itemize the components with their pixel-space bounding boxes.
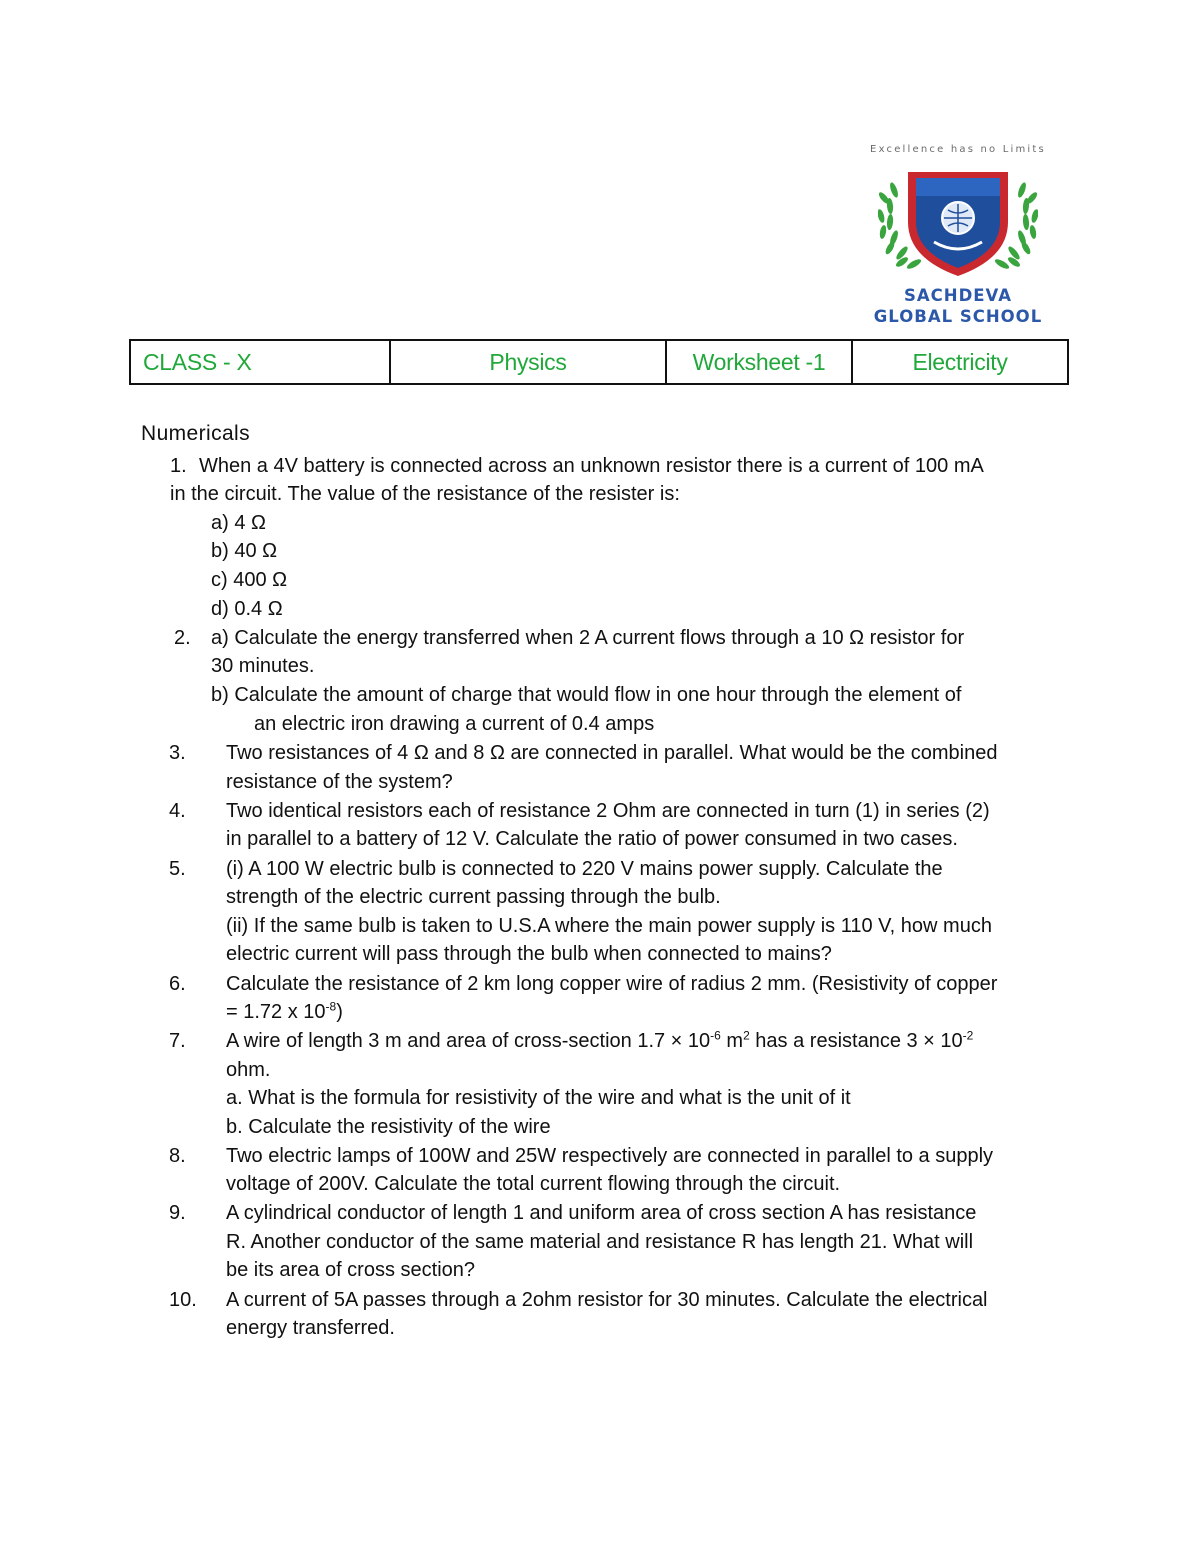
option-b: b) 40 Ω <box>211 540 278 562</box>
worksheet-header-table <box>129 339 1069 385</box>
question-number: 10. <box>169 1289 197 1311</box>
question-text: energy transferred. <box>226 1317 395 1339</box>
option-a: a) 4 Ω <box>211 512 266 534</box>
question-text: A current of 5A passes through a 2ohm resistor for 30 minutes. Calculate the electrical <box>226 1289 988 1311</box>
question-text: A cylindrical conductor of length 1 and uniform area of cross section A has resistance <box>226 1202 977 1224</box>
question-text: a) Calculate the energy transferred when 2 A current flows through a 10 Ω resistor for <box>211 627 965 649</box>
question-text: Calculate the resistance of 2 km long copper wire of radius 2 mm. (Resistivity of copper <box>226 973 998 995</box>
question-text: When a 4V battery is connected across an unknown resistor there is a current of 100 mA <box>199 455 984 477</box>
question-text: = 1.72 x $10^{-8}$) <box>226 999 343 1023</box>
question-text: A wire of length 3 m and area of cross-section $1.7 \times 10^{-6}$ $m^2$ has a resistance $3 \times 10^{-2}$ <box>226 1028 974 1052</box>
question-text: in parallel to a battery of 12 V. Calculate the ratio of power consumed in two cases. <box>226 828 958 850</box>
question-text: in the circuit. The value of the resistance of the resister is: <box>170 483 680 505</box>
question-text: resistance of the system? <box>226 771 453 793</box>
question-text: 30 minutes. <box>211 655 315 677</box>
header-row <box>130 340 1068 384</box>
school-crest-icon <box>878 160 1038 284</box>
question-text: voltage of 200V. Calculate the total current flowing through the circuit. <box>226 1173 841 1195</box>
question-text: strength of the electric current passing through the bulb. <box>226 886 721 908</box>
question-number: 7. <box>169 1030 186 1052</box>
subject-cell: Physics <box>390 340 666 384</box>
question-text: Two resistances of 4 Ω and 8 Ω are connected in parallel. What would be the combined <box>226 742 998 764</box>
topic-cell: Electricity <box>852 340 1068 384</box>
question-text: Two electric lamps of 100W and 25W respectively are connected in parallel to a supply <box>226 1145 994 1167</box>
option-c: c) 400 Ω <box>211 569 288 591</box>
logo-school-name-line1: SACHDEVA <box>904 286 1012 305</box>
question-text: b. Calculate the resistivity of the wire <box>226 1116 551 1138</box>
question-number: 6. <box>169 973 186 995</box>
question-text: be its area of cross section? <box>226 1259 476 1281</box>
worksheet-cell: Worksheet -1 <box>666 340 852 384</box>
question-text: ohm. <box>226 1059 271 1081</box>
question-number: 5. <box>169 858 186 880</box>
question-text: a. What is the formula for resistivity of the wire and what is the unit of it <box>226 1087 851 1109</box>
question-number: 4. <box>169 800 186 822</box>
question-text: an electric iron drawing a current of 0.4 amps <box>254 713 655 735</box>
question-number: 2. <box>174 627 191 649</box>
question-text: Two identical resistors each of resistance 2 Ohm are connected in turn (1) in series (2) <box>226 800 990 822</box>
logo-tagline: Excellence has no Limits <box>870 144 1046 155</box>
logo-school-name-line2: GLOBAL SCHOOL <box>873 307 1043 326</box>
question-number: 3. <box>169 742 186 764</box>
class-cell: CLASS - X <box>130 340 390 384</box>
question-text: R. Another conductor of the same material and resistance R has length 21. What will <box>226 1231 974 1253</box>
question-number: 8. <box>169 1145 186 1167</box>
question-text: (ii) If the same bulb is taken to U.S.A where the main power supply is 110 V, how much <box>226 915 992 937</box>
question-number: 9. <box>169 1202 186 1224</box>
question-text: electric current will pass through the bulb when connected to mains? <box>226 943 832 965</box>
option-d: d) 0.4 Ω <box>211 598 283 620</box>
section-title: Numericals <box>141 422 251 445</box>
question-text: (i) A 100 W electric bulb is connected to 220 V mains power supply. Calculate the <box>226 858 943 880</box>
question-text: b) Calculate the amount of charge that would flow in one hour through the element of <box>211 684 962 706</box>
school-logo <box>860 140 1056 330</box>
question-number: 1. <box>170 455 187 477</box>
